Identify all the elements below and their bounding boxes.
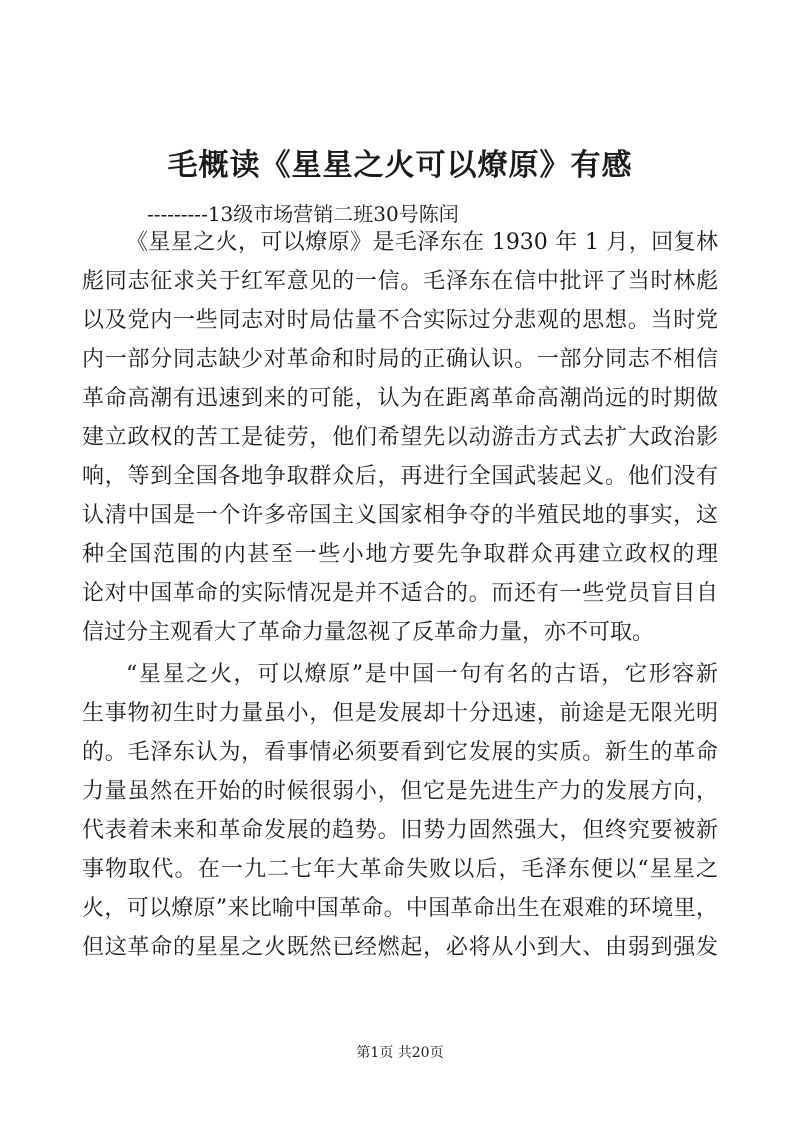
paragraph-line: 代表着未来和革命发展的趋势。旧势力固然强大，但终究要被新 (82, 818, 718, 843)
paragraph-line: 建立政权的苦工是徒劳，他们希望先以动游击方式去扩大政治影 (82, 425, 718, 450)
page-footer: 第1页 共20页 (356, 1045, 444, 1061)
paragraph-line: 响，等到全国各地争取群众后，再进行全国武装起义。他们没有 (82, 464, 718, 489)
paragraph-line: 火，可以燎原”来比喻中国革命。中国革命出生在艰难的环境里， (82, 896, 718, 921)
paragraph-line: 以及党内一些同志对时局估量不合实际过分悲观的思想。当时党 (82, 308, 718, 333)
paragraph-line: 但这革命的星星之火既然已经燃起，必将从小到大、由弱到强发 (82, 935, 718, 960)
author-line: ---------13级市场营销二班30号陈闰 (147, 202, 459, 226)
paragraph-line: 生事物初生时力量虽小，但是发展却十分迅速，前途是无限光明 (82, 701, 718, 726)
paragraph-line: 事物取代。在一九二七年大革命失败以后，毛泽东便以“星星之 (82, 857, 718, 882)
paragraph-line: 种全国范围的内甚至一些小地方要先争取群众再建立政权的理 (82, 542, 718, 567)
paragraph-line: 信过分主观看大了革命力量忽视了反革命力量，亦不可取。 (82, 620, 655, 645)
paragraph-line: 内一部分同志缺少对革命和时局的正确认识。一部分同志不相信 (82, 347, 718, 372)
paragraph-line: 论对中国革命的实际情况是并不适合的。而还有一些党员盲目自 (82, 581, 718, 606)
document-title: 毛概读《星星之火可以燎原》有感 (167, 148, 633, 183)
paragraph-line: 彪同志征求关于红军意见的一信。毛泽东在信中批评了当时林彪 (82, 269, 718, 294)
paragraph-line: 力量虽然在开始的时候很弱小，但它是先进生产力的发展方向， (82, 779, 718, 804)
paragraph-line: 革命高潮有迅速到来的可能，认为在距离革命高潮尚远的时期做 (82, 386, 718, 411)
paragraph-line: 认清中国是一个许多帝国主义国家相争夺的半殖民地的事实，这 (82, 503, 718, 528)
paragraph-line: 《星星之火，可以燎原》是毛泽东在 1930 年 1 月，回复林 (126, 230, 718, 255)
paragraph-line: 的。毛泽东认为，看事情必须要看到它发展的实质。新生的革命 (82, 740, 718, 765)
paragraph-line: “星星之火，可以燎原”是中国一句有名的古语，它形容新 (126, 662, 718, 687)
